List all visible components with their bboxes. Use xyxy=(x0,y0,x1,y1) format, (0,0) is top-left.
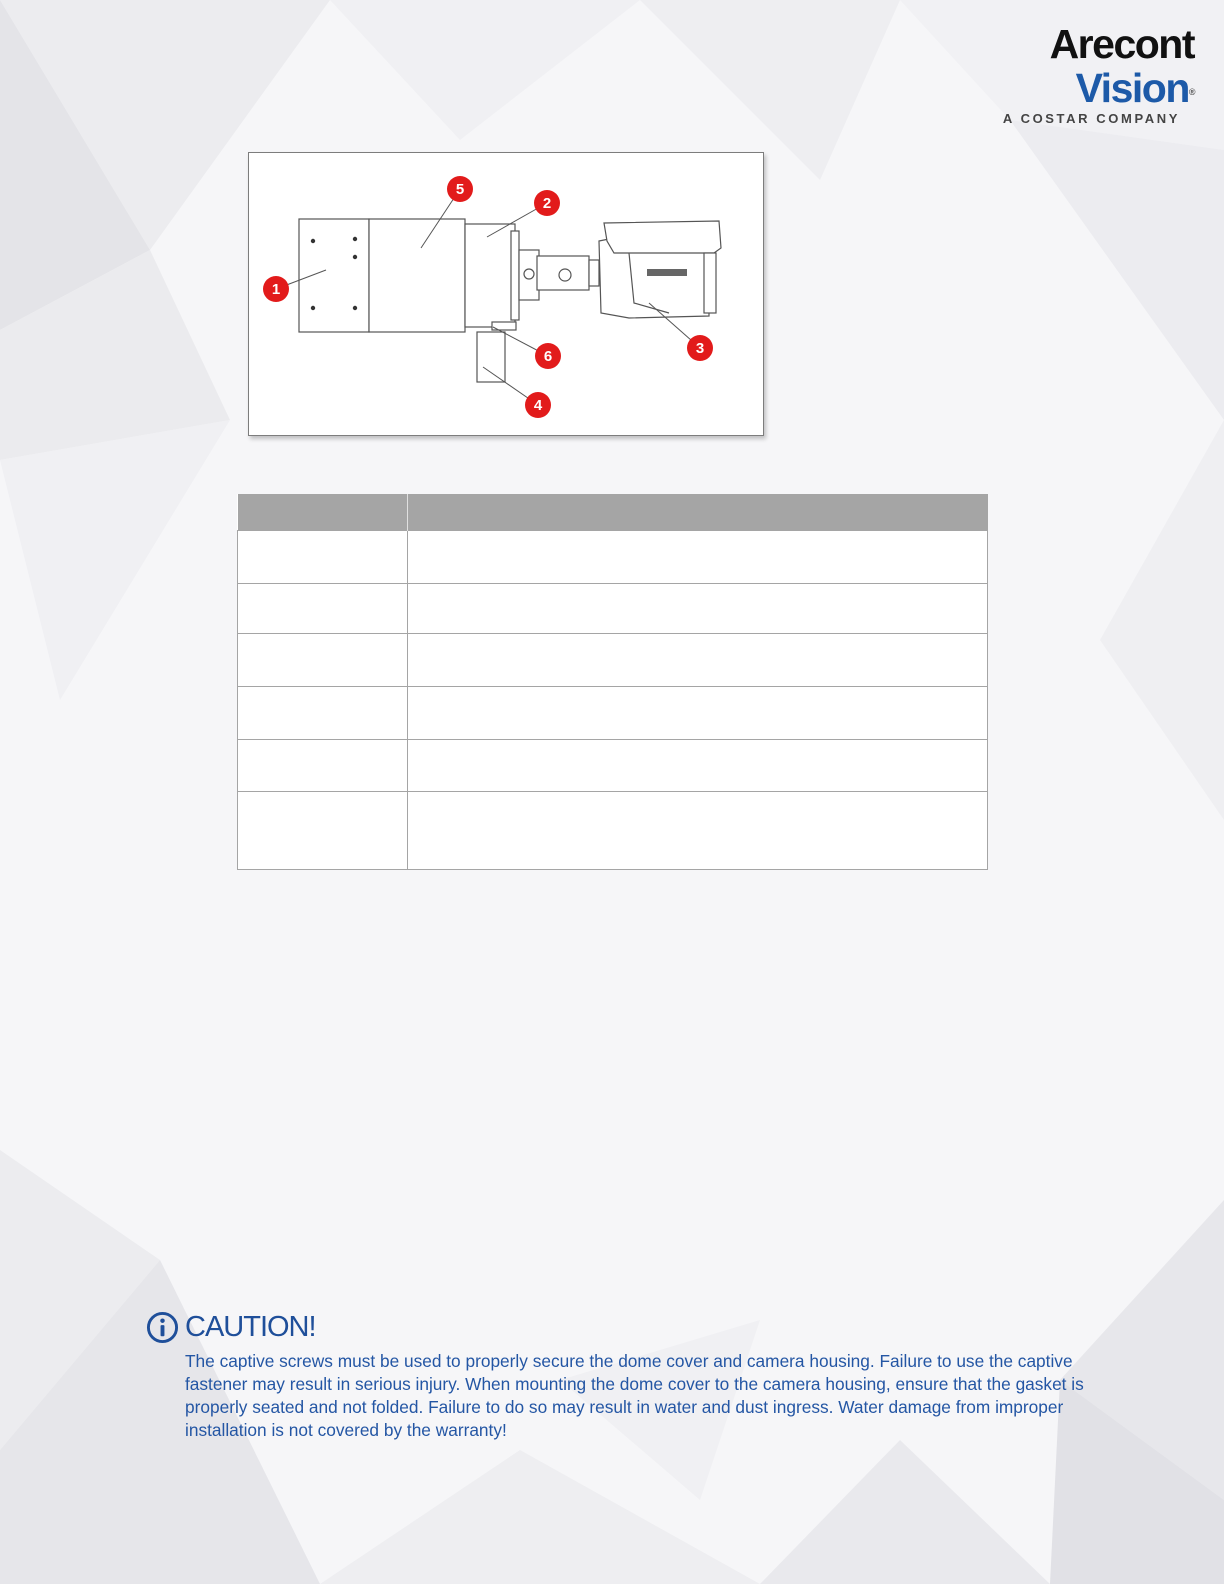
wall-plate xyxy=(299,219,369,332)
table-cell xyxy=(238,792,408,870)
table-cell xyxy=(408,634,988,687)
parts-table xyxy=(237,494,988,870)
callout-4-label: 4 xyxy=(533,397,543,414)
table-cell xyxy=(408,531,988,584)
callout-3-label: 3 xyxy=(695,340,705,357)
callout-2-label: 2 xyxy=(542,195,552,212)
table-cell xyxy=(408,687,988,740)
table-row xyxy=(238,740,988,792)
callout-3 xyxy=(687,335,713,361)
callout-6 xyxy=(535,343,561,369)
caution-title: CAUTION! xyxy=(185,1310,316,1343)
camera-mount-drawing xyxy=(249,153,765,437)
brand-name-part2: Vision xyxy=(1075,65,1189,111)
table-cell xyxy=(408,584,988,634)
callout-5 xyxy=(447,176,473,202)
table-cell xyxy=(238,687,408,740)
table-row xyxy=(238,687,988,740)
table-cell xyxy=(408,792,988,870)
table-cell xyxy=(238,584,408,634)
registered-mark: ® xyxy=(1188,87,1194,97)
callout-5-label: 5 xyxy=(455,181,465,198)
callout-2 xyxy=(534,190,560,216)
product-diagram xyxy=(248,152,764,436)
caution-header xyxy=(146,1308,1086,1346)
table-row xyxy=(238,531,988,584)
caution-text: The captive screws must be used to properly secure the dome cover and camera housing. Failure to use the captive fastener may result in serious injury. When mounting the dome cover to the camera housing, ensure that the gasket is properly seated and not folded. Failure to do so may result in water and dust ingress. Water damage from improper installation is not covered by the warranty! xyxy=(185,1351,1084,1440)
table-cell xyxy=(238,531,408,584)
table-cell xyxy=(238,634,408,687)
callout-1-label: 1 xyxy=(271,281,281,298)
table-cell xyxy=(408,740,988,792)
table-cell xyxy=(238,740,408,792)
junction-box xyxy=(369,219,465,332)
table-row xyxy=(238,634,988,687)
brand-name-part1: Arecont xyxy=(1049,21,1194,67)
callout-4 xyxy=(525,392,551,418)
table-row xyxy=(238,584,988,634)
brand-name xyxy=(934,22,1194,110)
table-header-description xyxy=(408,494,988,531)
table-row xyxy=(238,792,988,870)
callout-6-label: 6 xyxy=(543,348,553,365)
brand-logo xyxy=(934,22,1194,126)
table-header-item xyxy=(238,494,408,531)
adapter-collar xyxy=(465,224,515,327)
conduit-fitting xyxy=(477,332,505,382)
table-header-row xyxy=(238,494,988,531)
brand-tagline: A COSTAR COMPANY xyxy=(1002,111,1180,126)
caution-notice xyxy=(146,1308,1086,1442)
info-circle-icon xyxy=(146,1311,179,1344)
callout-1 xyxy=(263,276,289,302)
